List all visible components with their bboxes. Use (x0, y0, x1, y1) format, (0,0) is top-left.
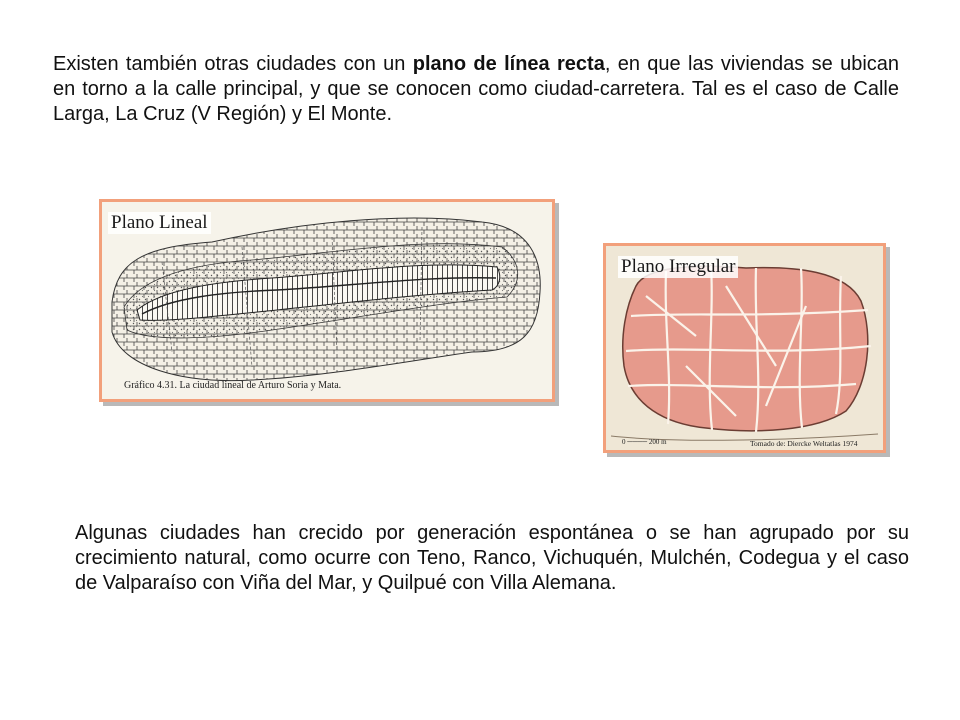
intro-paragraph (53, 52, 899, 127)
intro-bold-term: plano de línea recta (412, 53, 605, 75)
intro-text-end: , en que las viviendas se ubican en torno a la calle principal, y que se conocen como ciudad-carretera. Tal es el caso de Calle Larga, La Cruz (V Región) y El Monte. (53, 53, 900, 125)
irregular-plan-label: Plano Irregular (618, 256, 738, 278)
spontaneous-growth-paragraph: Algunas ciudades han crecido por generación espontánea o se han agrupado por su crecimiento natural, como ocurre con Teno, Ranco, Vichuquén, Mulchén, Codegua y el caso de Valparaíso con Viña del Mar, y Quilpué con Villa Alemana. (75, 522, 909, 594)
linear-plan-label: Plano Lineal (108, 212, 211, 234)
irregular-plan-credit: Tomado de: Diercke Weltatlas 1974 (750, 439, 858, 448)
intro-text-start: Existen también otras ciudades con un (53, 53, 413, 75)
linear-plan-caption: Gráfico 4.31. La ciudad lineal de Arturo Soria y Mata. (124, 380, 342, 391)
irregular-plan-scale: 0 ──── 200 m (622, 438, 667, 446)
